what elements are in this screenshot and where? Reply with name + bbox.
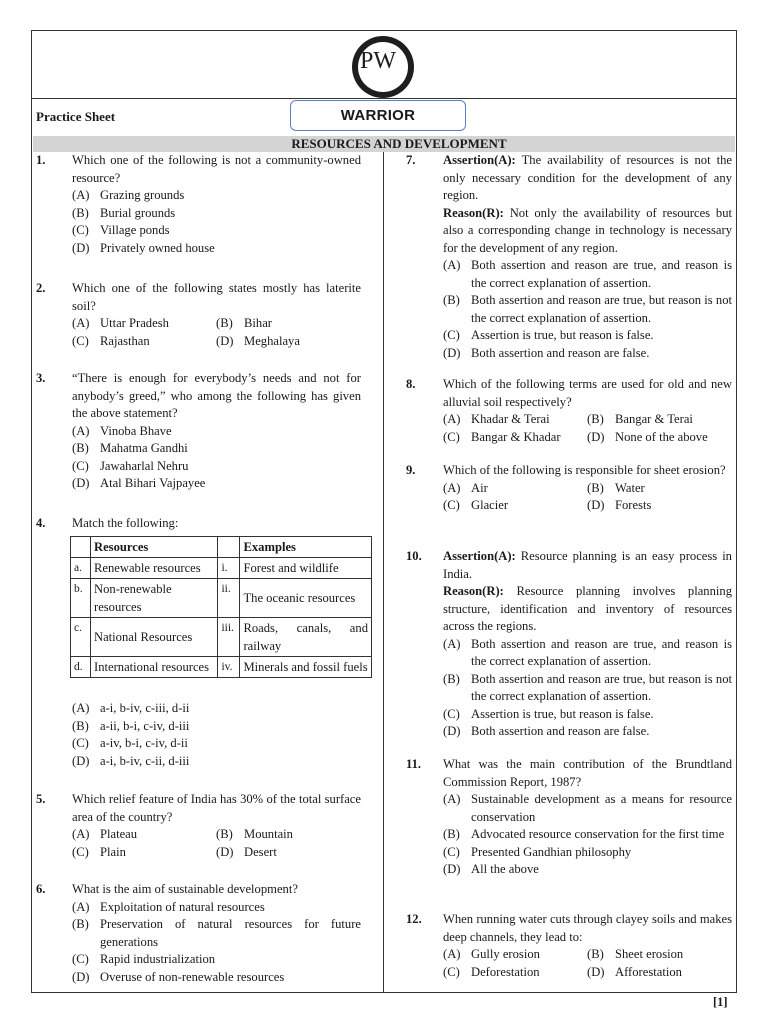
question-stem: Match the following: xyxy=(72,516,179,530)
option-a[interactable]: (A) Uttar Pradesh xyxy=(72,316,169,330)
question-stem: “There is enough for everybody’s needs and not for anybody’s greed,” who among the following has given the above statement? xyxy=(72,371,361,420)
question-stem: What is the aim of sustainable development? xyxy=(72,882,298,896)
question-stem: Which relief feature of India has 30% of the total surface area of the country? xyxy=(72,792,361,824)
page-number: [1] xyxy=(713,995,728,1009)
table-header-row xyxy=(71,536,372,557)
question-9 xyxy=(406,462,732,515)
header-rule xyxy=(31,98,737,99)
option-d[interactable]: (D) Afforestation xyxy=(587,964,682,979)
assertion-text: Assertion(A): Resource planning is an easy process in India. xyxy=(443,549,732,581)
question-number: 11. xyxy=(406,757,422,771)
option-a[interactable]: (A) Both assertion and reason are true, and reason is the correct explanation of assertion. xyxy=(443,636,732,668)
option-d[interactable]: (D) Overuse of non-renewable resources xyxy=(72,969,285,984)
chapter-title: RESOURCES AND DEVELOPMENT xyxy=(33,136,735,152)
option-c[interactable]: (C) Rajasthan xyxy=(72,333,150,348)
option-b[interactable]: (B) a-ii, b-i, c-iv, d-iii xyxy=(72,718,190,733)
option-b[interactable]: (B) Both assertion and reason are true, but reason is not the correct explanation of assertion. xyxy=(443,293,732,325)
match-table xyxy=(70,536,372,678)
option-d[interactable]: (D) Atal Bihari Vajpayee xyxy=(72,476,206,490)
option-c[interactable]: (C) Assertion is true, but reason is false. xyxy=(443,328,654,342)
option-a[interactable]: (A) Plateau xyxy=(72,827,138,841)
question-number: 6. xyxy=(36,882,46,896)
table-row: b. Non-renewable resources ii. The oceanic resources xyxy=(71,578,372,617)
question-number: 2. xyxy=(36,281,46,295)
option-a[interactable]: (A) Exploitation of natural resources xyxy=(72,899,265,914)
question-1 xyxy=(36,152,361,257)
option-d[interactable]: (D) None of the above xyxy=(587,429,708,444)
option-d[interactable]: (D) Privately owned house xyxy=(72,240,215,255)
question-12 xyxy=(406,911,732,981)
option-a[interactable]: (A) Gully erosion xyxy=(443,947,540,961)
option-b[interactable]: (B) Bihar xyxy=(216,316,272,330)
sheet-label: Practice Sheet xyxy=(36,109,116,124)
option-a[interactable]: (A) Vinoba Bhave xyxy=(72,423,172,438)
question-number: 7. xyxy=(406,153,416,167)
assertion-text: Assertion(A): The availability of resources is not the only necessary condition for the development of any region. xyxy=(443,153,733,202)
reason-text: Reason(R): Resource planning involves planning structure, identification and inventory of resources across the regions. xyxy=(443,584,732,633)
option-b[interactable]: (B) Mahatma Gandhi xyxy=(72,441,188,455)
option-c[interactable]: (C) Rapid industrialization xyxy=(72,952,216,966)
question-number: 5. xyxy=(36,792,46,806)
question-8 xyxy=(406,376,732,446)
option-b[interactable]: (B) Bangar & Terai xyxy=(587,412,693,426)
question-stem: Which one of the following states mostly has laterite soil? xyxy=(72,281,361,313)
option-d[interactable]: (D) a-i, b-iv, c-ii, d-iii xyxy=(72,753,190,768)
question-number: 8. xyxy=(406,377,416,391)
option-a[interactable]: (A) Air xyxy=(443,480,488,495)
question-11 xyxy=(406,756,732,879)
option-b[interactable]: (B) Mountain xyxy=(216,827,293,841)
table-row: a. Renewable resources i. Forest and wildlife xyxy=(71,557,372,578)
option-d[interactable]: (D) Desert xyxy=(216,844,277,859)
table-row: d. International resources iv. Minerals and fossil fuels xyxy=(71,656,372,677)
option-d[interactable]: (D) Both assertion and reason are false. xyxy=(443,345,650,360)
question-number: 3. xyxy=(36,371,46,385)
option-b[interactable]: (B) Water xyxy=(587,480,645,495)
table-header-examples: Examples xyxy=(240,536,372,557)
logo-letter-p: PW xyxy=(360,48,396,74)
question-stem: Which of the following is responsible for sheet erosion? xyxy=(443,463,726,477)
option-b[interactable]: (B) Burial grounds xyxy=(72,205,176,220)
pw-logo xyxy=(352,36,414,98)
option-a[interactable]: (A) Khadar & Terai xyxy=(443,412,550,426)
option-c[interactable]: (C) Glacier xyxy=(443,498,509,512)
option-a[interactable]: (A) Both assertion and reason are true, and reason is the correct explanation of assertion. xyxy=(443,258,732,290)
question-2 xyxy=(36,280,361,350)
option-c[interactable]: (C) a-iv, b-i, c-iv, d-ii xyxy=(72,736,188,750)
table-row: c. National Resources iii. Roads, canals, and railway xyxy=(71,617,372,656)
question-number: 1. xyxy=(36,153,46,167)
question-number: 10. xyxy=(406,549,422,563)
question-stem: Which of the following terms are used for old and new alluvial soil respectively? xyxy=(443,377,732,409)
option-c[interactable]: (C) Presented Gandhian philosophy xyxy=(443,844,632,859)
option-c[interactable]: (C) Plain xyxy=(72,844,126,859)
question-4-options xyxy=(36,700,361,770)
question-number: 9. xyxy=(406,463,416,477)
question-7 xyxy=(406,152,732,362)
question-stem: Which one of the following is not a community-owned resource? xyxy=(72,153,361,185)
option-c[interactable]: (C) Jawaharlal Nehru xyxy=(72,458,189,473)
reason-text: Reason(R): Not only the availability of resources but also a corresponding change in technology is necessary for the development of any region. xyxy=(443,205,732,255)
batch-title: WARRIOR xyxy=(290,100,466,131)
option-b[interactable]: (B) Preservation of natural resources for future generations xyxy=(72,917,361,949)
question-10 xyxy=(406,548,732,741)
option-c[interactable]: (C) Assertion is true, but reason is false. xyxy=(443,706,654,721)
question-6 xyxy=(36,881,361,986)
option-b[interactable]: (B) Advocated resource conservation for the first time xyxy=(443,827,725,841)
question-4 xyxy=(36,515,368,678)
option-c[interactable]: (C) Village ponds xyxy=(72,223,170,237)
question-stem: What was the main contribution of the Brundtland Commission Report, 1987? xyxy=(443,757,732,789)
option-d[interactable]: (D) Forests xyxy=(587,498,652,512)
question-3 xyxy=(36,370,361,493)
option-b[interactable]: (B) Both assertion and reason are true, but reason is not the correct explanation of assertion. xyxy=(443,671,732,703)
option-a[interactable]: (A) a-i, b-iv, c-iii, d-ii xyxy=(72,701,190,715)
question-number: 12. xyxy=(406,912,422,926)
option-d[interactable]: (D) Meghalaya xyxy=(216,333,300,348)
option-b[interactable]: (B) Sheet erosion xyxy=(587,947,684,961)
question-stem: When running water cuts through clayey soils and makes deep channels, they lead to: xyxy=(443,912,732,944)
question-number: 4. xyxy=(36,516,46,530)
option-d[interactable]: (D) All the above xyxy=(443,862,539,876)
option-c[interactable]: (C) Deforestation xyxy=(443,964,540,979)
option-a[interactable]: (A) Sustainable development as a means for resource conservation xyxy=(443,792,732,824)
option-d[interactable]: (D) Both assertion and reason are false. xyxy=(443,724,650,738)
option-c[interactable]: (C) Bangar & Khadar xyxy=(443,429,561,444)
table-header-resources: Resources xyxy=(91,536,218,557)
question-5 xyxy=(36,791,361,861)
column-divider xyxy=(383,152,384,993)
option-a[interactable]: (A) Grazing grounds xyxy=(72,188,185,202)
